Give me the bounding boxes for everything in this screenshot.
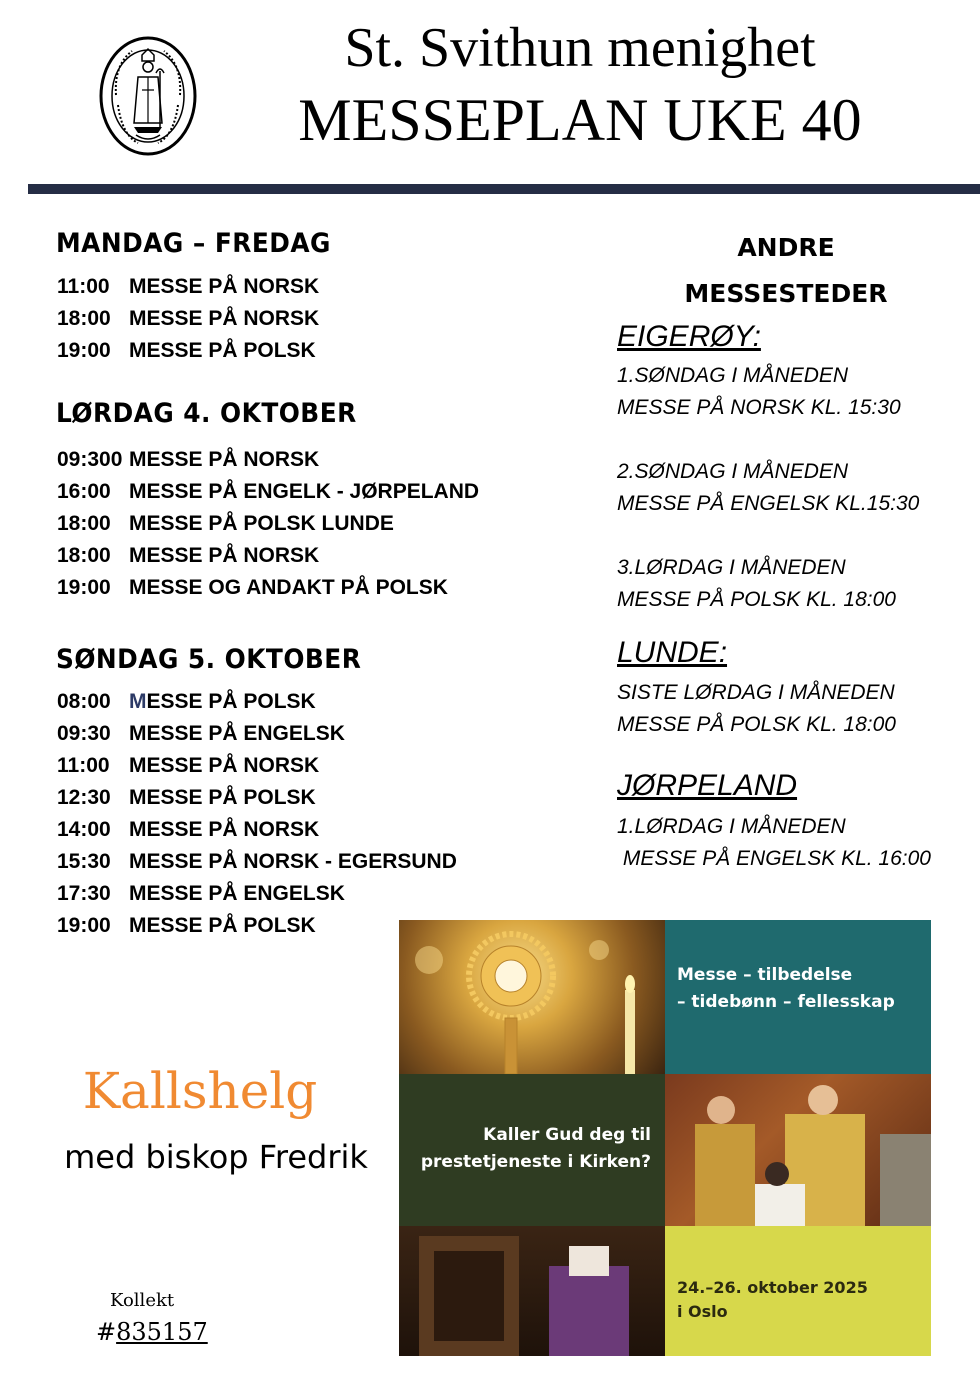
schedule-row bbox=[57, 444, 479, 476]
mass-description: MESSE PÅ ENGELSK bbox=[129, 882, 345, 905]
poster-green-panel bbox=[399, 1074, 665, 1226]
mass-description: MESSE OG ANDAKT PÅ POLSK bbox=[129, 576, 448, 599]
mass-description: MESSE PÅ NORSK bbox=[129, 544, 320, 567]
detail-line: MESSE PÅ ENGELSK KL.15:30 bbox=[617, 492, 920, 515]
mass-description: MESSE PÅ NORSK bbox=[129, 275, 320, 298]
schedule-row bbox=[57, 686, 457, 718]
kollekt-hash: # bbox=[96, 1318, 117, 1346]
plan-title: MESSEPLAN UKE 40 bbox=[298, 87, 862, 153]
schedule-row bbox=[57, 572, 479, 604]
lunde-details bbox=[617, 677, 896, 741]
kallshelg-subtitle: med biskop Fredrik bbox=[64, 1138, 368, 1176]
parish-name: St. Svithun menighet bbox=[344, 17, 816, 79]
kollekt-number bbox=[96, 1318, 208, 1346]
confessional-photo bbox=[399, 1226, 665, 1356]
time: 11:00 bbox=[57, 754, 110, 777]
time: 18:00 bbox=[57, 307, 111, 330]
kollekt-label: Kollekt bbox=[110, 1290, 175, 1311]
time: 09:30 bbox=[57, 722, 111, 745]
event-dates: 24.–26. oktober 2025 bbox=[677, 1278, 868, 1297]
sunday-schedule bbox=[57, 686, 457, 942]
mass-description: ESSE PÅ POLSK bbox=[146, 690, 316, 713]
eigeroy-details bbox=[617, 360, 919, 616]
sunday-heading: SØNDAG 5. OKTOBER bbox=[56, 644, 362, 675]
saturday-schedule bbox=[57, 444, 479, 604]
schedule-row bbox=[57, 718, 457, 750]
schedule-row bbox=[57, 303, 319, 335]
time: 16:00 bbox=[57, 480, 111, 503]
schedule-row bbox=[57, 782, 457, 814]
poster-line: Kaller Gud deg til bbox=[483, 1125, 651, 1145]
time: 17:30 bbox=[57, 882, 111, 905]
jorpeland-details bbox=[617, 811, 931, 875]
mass-description: MESSE PÅ NORSK - EGERSUND bbox=[129, 850, 457, 873]
time: 19:00 bbox=[57, 339, 111, 362]
place-jorpeland: JØRPELAND bbox=[617, 769, 798, 802]
detail-line: 1.SØNDAG I MÅNEDEN bbox=[617, 364, 849, 387]
time: 09:300 bbox=[57, 448, 123, 471]
detail-line: 2.SØNDAG I MÅNEDEN bbox=[617, 460, 849, 483]
weekdays-heading: MANDAG – FREDAG bbox=[56, 228, 331, 259]
detail-line: MESSE PÅ NORSK KL. 15:30 bbox=[617, 396, 901, 419]
ordination-photo bbox=[665, 1074, 931, 1226]
schedule-row bbox=[57, 910, 457, 942]
poster-line: – tidebønn – fellesskap bbox=[677, 992, 895, 1012]
weekdays-schedule bbox=[57, 271, 319, 367]
monstrance-photo bbox=[399, 920, 665, 1074]
mass-description: MESSE PÅ NORSK bbox=[129, 818, 320, 841]
parish-seal-logo bbox=[98, 35, 198, 157]
kollekt-digits: 835157 bbox=[116, 1318, 208, 1346]
time: 11:00 bbox=[57, 275, 110, 298]
poster-teal-panel bbox=[665, 920, 931, 1074]
schedule-row bbox=[57, 814, 457, 846]
detail-line: 3.LØRDAG I MÅNEDEN bbox=[617, 556, 846, 579]
place-eigeroy: EIGERØY: bbox=[617, 320, 761, 353]
mass-description: MESSE PÅ POLSK bbox=[129, 339, 316, 362]
schedule-row bbox=[57, 540, 479, 572]
detail-line: MESSE PÅ POLSK KL. 18:00 bbox=[617, 588, 896, 611]
time: 19:00 bbox=[57, 576, 111, 599]
kallshelg-title: Kallshelg bbox=[82, 1062, 318, 1120]
schedule-row bbox=[57, 846, 457, 878]
time: 15:30 bbox=[57, 850, 111, 873]
poster-lime-panel bbox=[665, 1226, 931, 1356]
mass-description-initial: M bbox=[129, 690, 147, 713]
detail-line: 1.LØRDAG I MÅNEDEN bbox=[617, 815, 846, 838]
detail-line: SISTE LØRDAG I MÅNEDEN bbox=[617, 681, 895, 704]
mass-description: MESSE PÅ NORSK bbox=[129, 448, 320, 471]
time: 08:00 bbox=[57, 690, 111, 713]
time: 18:00 bbox=[57, 544, 111, 567]
mass-description: MESSE PÅ ENGELSK bbox=[129, 722, 345, 745]
saturday-heading: LØRDAG 4. OKTOBER bbox=[56, 398, 357, 429]
mass-description: MESSE PÅ NORSK bbox=[129, 754, 320, 777]
time: 18:00 bbox=[57, 512, 111, 535]
place-lunde: LUNDE: bbox=[617, 636, 728, 669]
mass-description: MESSE PÅ ENGELK - JØRPELAND bbox=[129, 480, 480, 503]
schedule-row bbox=[57, 335, 319, 367]
schedule-row bbox=[57, 878, 457, 910]
mass-description: MESSE PÅ POLSK LUNDE bbox=[129, 512, 394, 535]
detail-line: MESSE PÅ POLSK KL. 18:00 bbox=[617, 713, 896, 736]
detail-line: MESSE PÅ ENGELSK KL. 16:00 bbox=[617, 847, 931, 870]
mass-description: MESSE PÅ POLSK bbox=[129, 914, 316, 937]
header-divider bbox=[28, 184, 980, 194]
schedule-row bbox=[57, 750, 457, 782]
mass-description: MESSE PÅ POLSK bbox=[129, 786, 316, 809]
schedule-row bbox=[57, 271, 319, 303]
poster-line: prestetjeneste i Kirken? bbox=[420, 1152, 651, 1172]
time: 19:00 bbox=[57, 914, 111, 937]
poster-line: Messe – tilbedelse bbox=[677, 965, 853, 985]
schedule-row bbox=[57, 476, 479, 508]
schedule-row bbox=[57, 508, 479, 540]
time: 14:00 bbox=[57, 818, 111, 841]
other-places-heading-line2: MESSESTEDER bbox=[684, 279, 888, 308]
time: 12:30 bbox=[57, 786, 111, 809]
other-places-heading bbox=[650, 225, 922, 317]
event-location: i Oslo bbox=[677, 1302, 728, 1321]
other-places-heading-line1: ANDRE bbox=[737, 233, 835, 262]
mass-description: MESSE PÅ NORSK bbox=[129, 307, 320, 330]
kallshelg-poster bbox=[399, 920, 931, 1356]
